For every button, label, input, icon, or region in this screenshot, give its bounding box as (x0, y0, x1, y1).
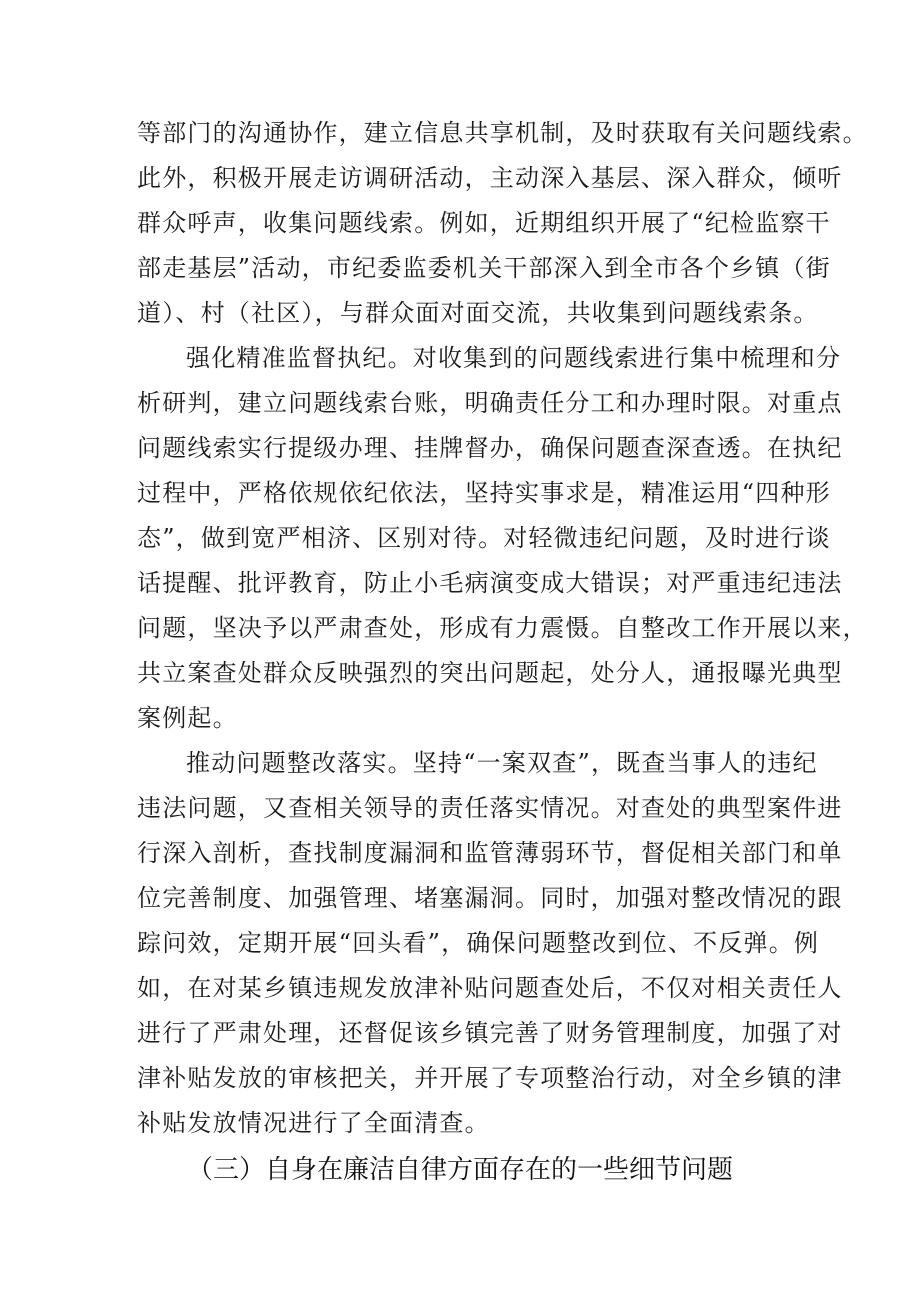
text-line: 此外，积极开展走访调研活动，主动深入基层、深入群众，倾听 (137, 164, 843, 192)
text-line: 部走基层”活动，市纪委监委机关干部深入到全市各个乡镇（街 (137, 254, 831, 282)
text-line: 案例起。 (137, 704, 238, 732)
text-line: 话提醒、批评教育，防止小毛病演变成大错误；对严重违纪违法 (137, 569, 843, 597)
text-line: 违法问题，又查相关领导的责任落实情况。对查处的典型案件进 (137, 794, 843, 822)
text-line: 如，在对某乡镇违规发放津补贴问题查处后，不仅对相关责任人 (137, 974, 843, 1002)
text-line: 析研判，建立问题线索台账，明确责任分工和办理时限。对重点 (137, 389, 843, 417)
text-line: 过程中，严格依规依纪依法，坚持实事求是，精准运用“四种形 (137, 479, 831, 507)
text-line: 补贴发放情况进行了全面清查。 (137, 1109, 490, 1137)
text-line: 等部门的沟通协作，建立信息共享机制，及时获取有关问题线索。 (137, 119, 868, 147)
text-line: 问题，坚决予以严肃查处，形成有力震慑。自整改工作开展以来， (137, 614, 868, 642)
text-line: 津补贴发放的审核把关，并开展了专项整治行动，对全乡镇的津 (137, 1064, 843, 1092)
text-line: 推动问题整改落实。坚持“一案双查”，既查当事人的违纪 (186, 749, 818, 777)
text-line: 行深入剖析，查找制度漏洞和监管薄弱环节，督促相关部门和单 (137, 839, 843, 867)
text-line: 态”，做到宽严相济、区别对待。对轻微违纪问题，及时进行谈 (137, 524, 831, 552)
text-line: 群众呼声，收集问题线索。例如，近期组织开展了“纪检监察干 (137, 209, 831, 237)
text-line: 进行了严肃处理，还督促该乡镇完善了财务管理制度，加强了对 (137, 1019, 843, 1047)
text-line: 共立案查处群众反映强烈的突出问题起，处分人，通报曝光典型 (137, 659, 843, 687)
text-line: 强化精准监督执纪。对收集到的问题线索进行集中梳理和分 (186, 344, 842, 372)
text-line: 踪问效，定期开展“回头看”，确保问题整改到位、不反弹。例 (137, 929, 820, 957)
text-line: 位完善制度、加强管理、堵塞漏洞。同时，加强对整改情况的跟 (137, 884, 843, 912)
text-line: 道）、村（社区），与群众面对面交流，共收集到问题线索条。 (137, 299, 819, 327)
text-line: 问题线索实行提级办理、挂牌督办，确保问题查深查透。在执纪 (137, 434, 843, 462)
section-heading: （三）自身在廉洁自律方面存在的一些细节问题 (186, 1155, 733, 1185)
